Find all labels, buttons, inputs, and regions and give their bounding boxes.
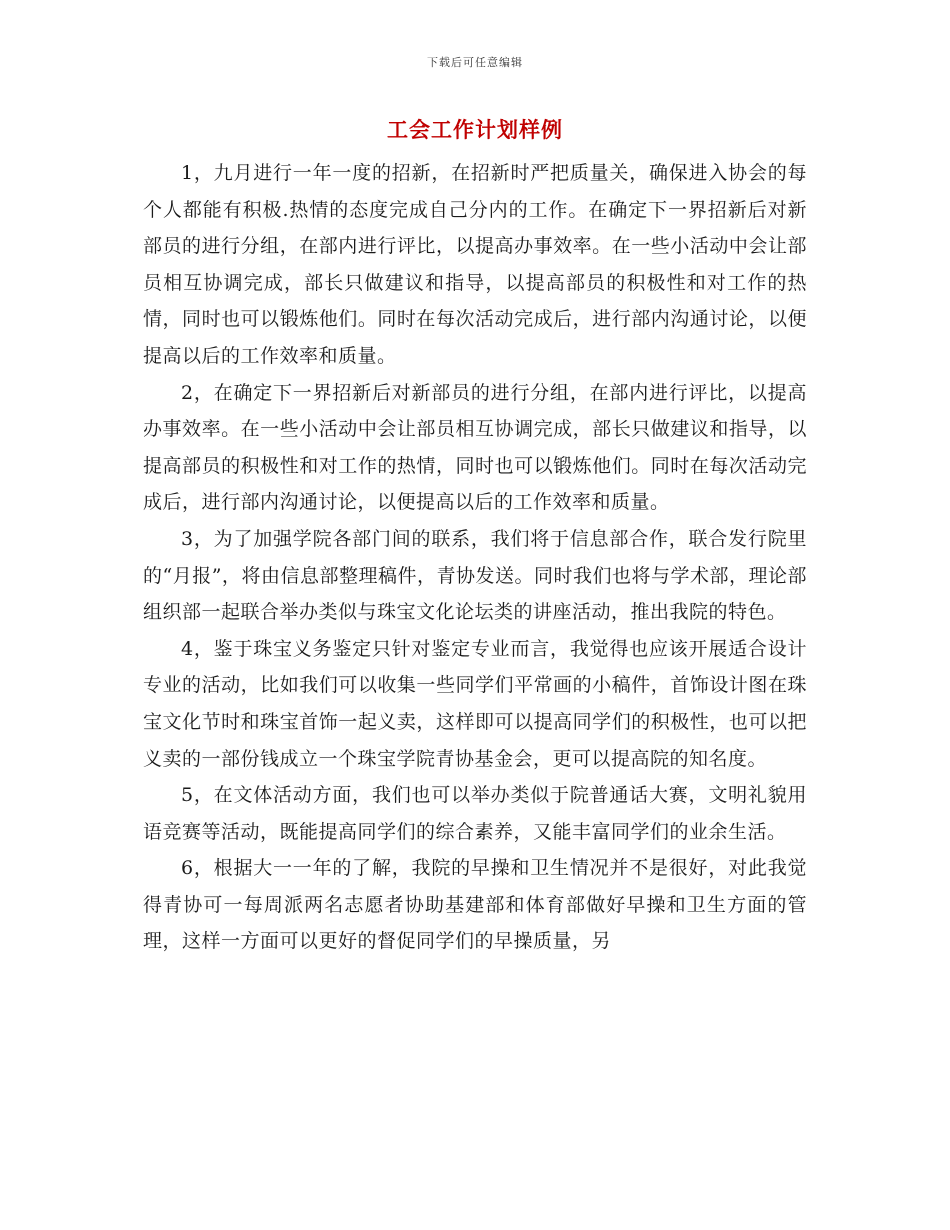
paragraph-4: 4，鉴于珠宝义务鉴定只针对鉴定专业而言，我觉得也应该开展适合设计专业的活动，比如我们可以收集一些同学们平常画的小稿件，首饰设计图在珠宝文化节时和珠宝首饰一起义卖，这样即可以提高同学们的积极性，也可以把义卖的一部份钱成立一个珠宝学院青协基金会，更可以提高院的知名度。 — [143, 637, 807, 770]
paragraph-1: 1，九月进行一年一度的招新，在招新时严把质量关，确保进入协会的每个人都能有积极.热情的态度完成自己分内的工作。在确定下一界招新后对新部员的进行分组，在部内进行评比，以提高办事效率。在一些小活动中会让部员相互协调完成，部长只做建议和指导，以提高部员的积极性和对工作的热情，同时也可以锻炼他们。同时在每次活动完成后，进行部内沟通讨论，以便提高以后的工作效率和质量。 — [143, 162, 807, 367]
document-title: 工会工作计划样例 — [387, 117, 563, 142]
paragraph-2: 2，在确定下一界招新后对新部员的进行分组，在部内进行评比，以提高办事效率。在一些小活动中会让部员相互协调完成，部长只做建议和指导，以提高部员的积极性和对工作的热情，同时也可以锻炼他们。同时在每次活动完成后，进行部内沟通讨论，以便提高以后的工作效率和质量。 — [143, 381, 807, 514]
paragraph-6: 6，根据大一一年的了解，我院的早操和卫生情况并不是很好，对此我觉得青协可一每周派两名志愿者协助基建部和体育部做好早操和卫生方面的管理，这样一方面可以更好的督促同学们的早操质量，另 — [143, 857, 807, 953]
paragraph-3: 3，为了加强学院各部门间的联系，我们将于信息部合作，联合发行院里的“月报”，将由信息部整理稿件，青协发送。同时我们也将与学术部，理论部组织部一起联合举办类似与珠宝文化论坛类的讲座活动，推出我院的特色。 — [143, 527, 807, 624]
document-body — [143, 155, 807, 960]
page-header-note: 下载后可任意编辑 — [427, 56, 523, 69]
paragraph-5: 5，在文体活动方面，我们也可以举办类似于院普通话大赛，文明礼貌用语竞赛等活动，既能提高同学们的综合素养，又能丰富同学们的业余生活。 — [143, 784, 807, 843]
